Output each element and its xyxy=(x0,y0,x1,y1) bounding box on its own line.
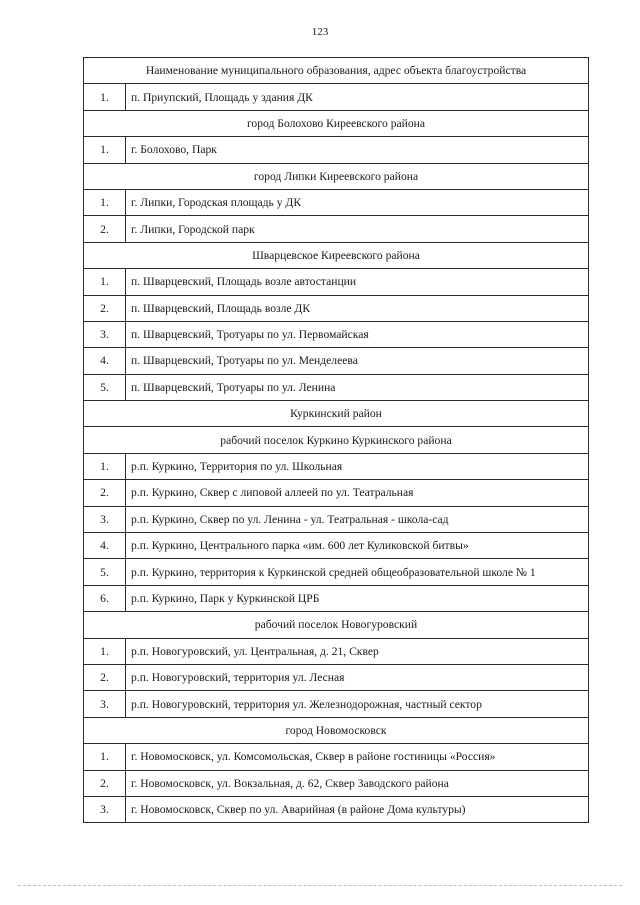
table-row xyxy=(84,533,589,559)
table-row xyxy=(84,321,589,347)
row-number: 1. xyxy=(84,84,126,110)
object-address: р.п. Новогуровский, ул. Центральная, д. 21, Сквер xyxy=(126,638,589,664)
table-row xyxy=(84,295,589,321)
improvement-objects-table xyxy=(83,57,589,823)
row-number: 1. xyxy=(84,638,126,664)
object-address: г. Болохово, Парк xyxy=(126,137,589,163)
object-address: р.п. Куркино, Сквер с липовой аллеей по ул. Театральная xyxy=(126,480,589,506)
object-address: р.п. Новогуровский, территория ул. Лесная xyxy=(126,664,589,690)
object-address: г. Новомосковск, ул. Вокзальная, д. 62, Сквер Заводского района xyxy=(126,770,589,796)
row-number: 1. xyxy=(84,269,126,295)
page-number: 123 xyxy=(311,26,329,38)
section-header-row xyxy=(84,717,589,743)
row-number: 1. xyxy=(84,744,126,770)
table-row xyxy=(84,506,589,532)
section-header-row xyxy=(84,242,589,268)
table-header-row xyxy=(84,58,589,84)
row-number: 1. xyxy=(84,189,126,215)
table-row xyxy=(84,744,589,770)
row-number: 1. xyxy=(84,137,126,163)
table-row xyxy=(84,770,589,796)
table-row xyxy=(84,559,589,585)
table-row xyxy=(84,216,589,242)
object-address: г. Липки, Городской парк xyxy=(126,216,589,242)
table-row xyxy=(84,796,589,822)
object-address: р.п. Куркино, Сквер по ул. Ленина - ул. Театральная - школа-сад xyxy=(126,506,589,532)
section-title: Шварцевское Киреевского района xyxy=(84,242,589,268)
table-header-cell: Наименование муниципального образования, адрес объекта благоустройства xyxy=(84,58,589,84)
section-header-row xyxy=(84,427,589,453)
row-number: 2. xyxy=(84,480,126,506)
row-number: 2. xyxy=(84,295,126,321)
section-header-row xyxy=(84,612,589,638)
object-address: п. Шварцевский, Площадь возле ДК xyxy=(126,295,589,321)
section-title: рабочий поселок Куркино Куркинского района xyxy=(84,427,589,453)
table-row xyxy=(84,480,589,506)
object-address: р.п. Куркино, Парк у Куркинской ЦРБ xyxy=(126,585,589,611)
row-number: 3. xyxy=(84,321,126,347)
table-row xyxy=(84,638,589,664)
table-row xyxy=(84,374,589,400)
table-row xyxy=(84,691,589,717)
row-number: 6. xyxy=(84,585,126,611)
section-title: город Новомосковск xyxy=(84,717,589,743)
object-address: п. Шварцевский, Тротуары по ул. Первомайская xyxy=(126,321,589,347)
object-address: п. Шварцевский, Тротуары по ул. Ленина xyxy=(126,374,589,400)
section-title: город Болохово Киреевского района xyxy=(84,110,589,136)
object-address: р.п. Куркино, Территория по ул. Школьная xyxy=(126,453,589,479)
table-row xyxy=(84,348,589,374)
section-title: рабочий поселок Новогуровский xyxy=(84,612,589,638)
object-address: р.п. Куркино, территория к Куркинской средней общеобразовательной школе № 1 xyxy=(126,559,589,585)
object-address: г. Новомосковск, ул. Комсомольская, Сквер в районе гостиницы «Россия» xyxy=(126,744,589,770)
table-body xyxy=(84,58,589,823)
row-number: 3. xyxy=(84,796,126,822)
table-row xyxy=(84,189,589,215)
row-number: 4. xyxy=(84,533,126,559)
object-address: р.п. Куркино, Центрального парка «им. 600 лет Куликовской битвы» xyxy=(126,533,589,559)
row-number: 5. xyxy=(84,559,126,585)
row-number: 3. xyxy=(84,691,126,717)
section-header-row xyxy=(84,163,589,189)
row-number: 4. xyxy=(84,348,126,374)
row-number: 2. xyxy=(84,216,126,242)
table-row xyxy=(84,269,589,295)
row-number: 3. xyxy=(84,506,126,532)
table-row xyxy=(84,664,589,690)
object-address: п. Шварцевский, Тротуары по ул. Менделеева xyxy=(126,348,589,374)
row-number: 2. xyxy=(84,770,126,796)
object-address: г. Новомосковск, Сквер по ул. Аварийная (в районе Дома культуры) xyxy=(126,796,589,822)
page-footer-divider xyxy=(18,885,622,886)
section-title: город Липки Киреевского района xyxy=(84,163,589,189)
table-row xyxy=(84,453,589,479)
table-row xyxy=(84,84,589,110)
object-address: г. Липки, Городская площадь у ДК xyxy=(126,189,589,215)
section-header-row xyxy=(84,110,589,136)
row-number: 5. xyxy=(84,374,126,400)
table-row xyxy=(84,585,589,611)
table-row xyxy=(84,137,589,163)
object-address: р.п. Новогуровский, территория ул. Железнодорожная, частный сектор xyxy=(126,691,589,717)
object-address: п. Шварцевский, Площадь возле автостанции xyxy=(126,269,589,295)
section-header-row xyxy=(84,401,589,427)
object-address: п. Приупский, Площадь у здания ДК xyxy=(126,84,589,110)
section-title: Куркинский район xyxy=(84,401,589,427)
row-number: 2. xyxy=(84,664,126,690)
row-number: 1. xyxy=(84,453,126,479)
